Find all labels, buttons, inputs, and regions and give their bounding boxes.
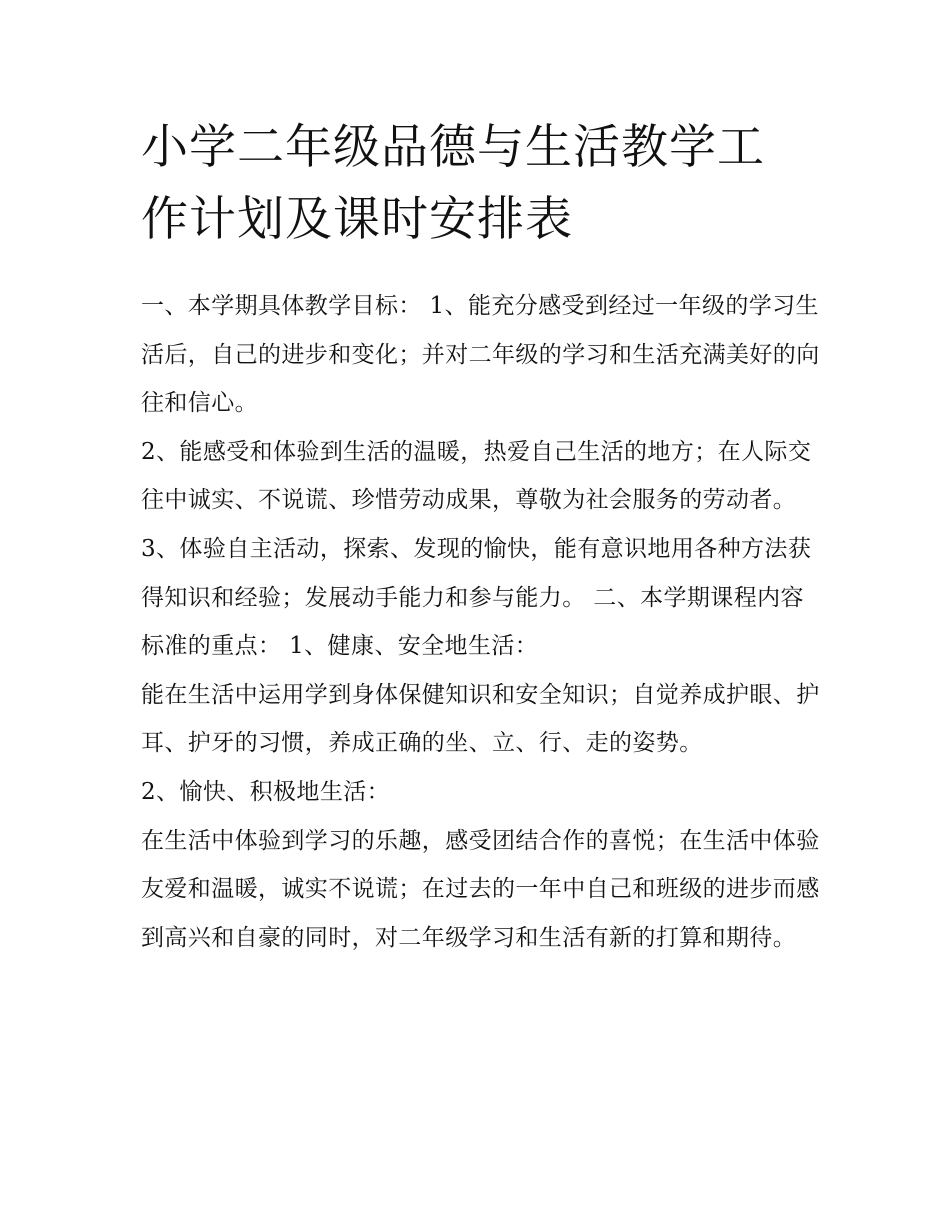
paragraph-happy-life: 在生活中体验到学习的乐趣，感受团结合作的喜悦；在生活中体验友爱和温暖，诚实不说谎；在过去的一年中自己和班级的进步而感到高兴和自豪的同时，对二年级学习和生活有新的打算和期待。 (141, 827, 820, 951)
paragraph-goals-3: 3、体验自主活动，探索、发现的愉快，能有意识地用各种方法获得知识和经验；发展动手能力和参与能力。 二、本学期课程内容标准的重点： 1、健康、安全地生活： (141, 535, 812, 660)
document-page (141, 112, 821, 962)
document-body (141, 282, 821, 962)
paragraph-heading-happy-life: 2、愉快、积极地生活： (141, 778, 391, 805)
paragraph-goals-1: 一、本学期具体教学目标： 1、能充分感受到经过一年级的学习生活后，自己的进步和变化；并对二年级的学习和生活充满美好的向往和信心。 (141, 293, 820, 417)
paragraph-health-safety: 能在生活中运用学到身体保健知识和安全知识；自觉养成护眼、护耳、护牙的习惯，养成正确的坐、立、行、走的姿势。 (141, 681, 820, 757)
document-title: 小学二年级品德与生活教学工作计划及课时安排表 (141, 120, 765, 247)
paragraph-goals-2: 2、能感受和体验到生活的温暖，热爱自己生活的地方；在人际交往中诚实、不说谎、珍惜劳动成果，尊敬为社会服务的劳动者。 (141, 438, 812, 514)
